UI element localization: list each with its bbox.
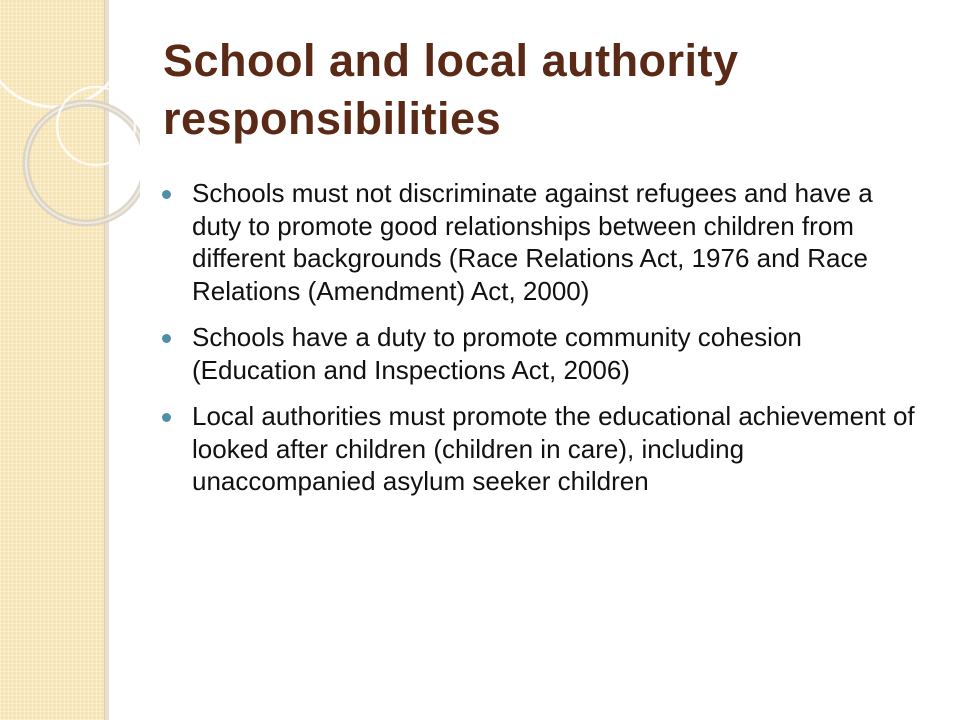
bullet-icon (162, 334, 171, 343)
bullet-icon (162, 190, 171, 199)
ring-small (57, 87, 135, 165)
bullet-text: Local authorities must promote the educational achievement of looked after children (children in care), including unaccompanied asylum seeker children (192, 401, 915, 496)
bullet-list (160, 177, 920, 512)
list-item (160, 177, 920, 307)
list-item (160, 321, 920, 386)
list-item (160, 400, 920, 498)
ring-large (0, 0, 127, 107)
bullet-icon (162, 413, 171, 422)
bullet-text: Schools have a duty to promote community cohesion (Education and Inspections Act, 2006) (192, 322, 802, 385)
decorative-rings (0, 0, 140, 240)
bullet-text: Schools must not discriminate against refugees and have a duty to promote good relationships between children from different backgrounds (Race Relations Act, 1976 and Race Relations (Amendment) Act, 2000) (192, 178, 873, 306)
slide-title: School and local authority responsibilities (163, 35, 739, 144)
